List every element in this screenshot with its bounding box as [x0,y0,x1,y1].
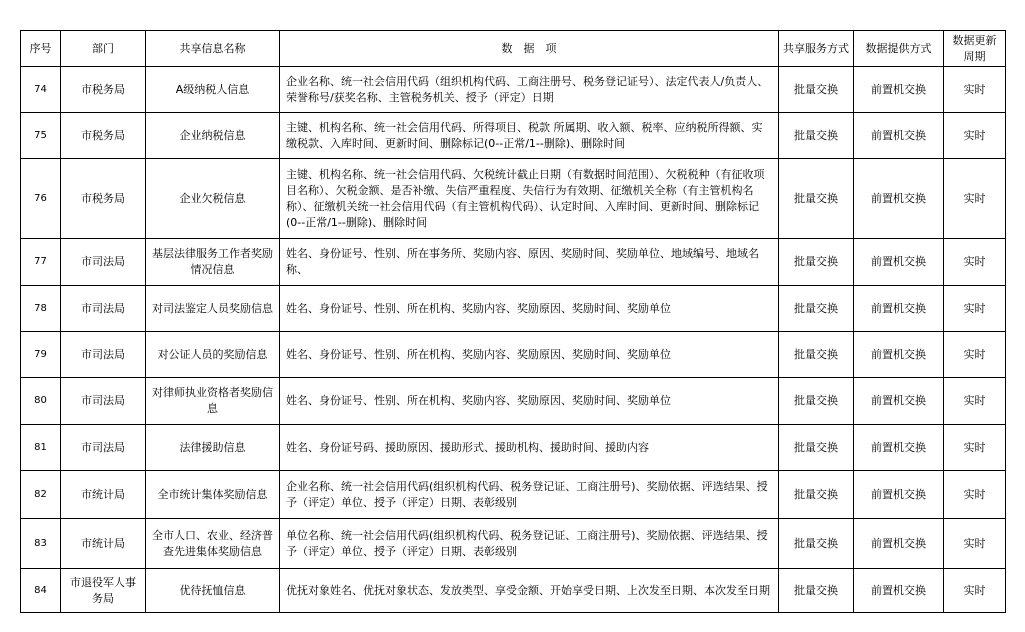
cell-items: 单位名称、统一社会信用代码(组织机构代码、税务登记证、工商注册号)、奖励依据、评选结果、授予（评定）单位、授予（评定）日期、表彰级别 [280,519,779,569]
cell-name: 法律援助信息 [146,425,280,471]
cell-provide: 前置机交换 [854,239,944,286]
header-name: 共享信息名称 [146,31,280,67]
cell-seq: 81 [21,425,61,471]
table-row [21,569,1006,613]
cell-cycle: 实时 [944,332,1006,378]
cell-items: 姓名、身份证号、性别、所在机构、奖励内容、奖励原因、奖励时间、奖励单位 [280,332,779,378]
cell-name: 优待抚恤信息 [146,569,280,613]
cell-provide: 前置机交换 [854,378,944,425]
table-row [21,519,1006,569]
cell-provide: 前置机交换 [854,519,944,569]
cell-share: 批量交换 [779,378,854,425]
cell-dept: 市司法局 [61,425,146,471]
header-seq: 序号 [21,31,61,67]
cell-dept: 市税务局 [61,159,146,239]
cell-share: 批量交换 [779,425,854,471]
cell-seq: 75 [21,113,61,159]
cell-share: 批量交换 [779,67,854,113]
table-row [21,67,1006,113]
cell-seq: 82 [21,471,61,519]
cell-items: 企业名称、统一社会信用代码(组织机构代码、税务登记证、工商注册号)、奖励依据、评选结果、授予（评定）单位、授予（评定）日期、表彰级别 [280,471,779,519]
cell-items: 姓名、身份证号码、援助原因、援助形式、援助机构、援助时间、援助内容 [280,425,779,471]
cell-cycle: 实时 [944,67,1006,113]
cell-items: 主键、机构名称、统一社会信用代码、欠税统计截止日期（有数据时间范围）、欠税税种（有征收项目名称）、欠税金额、是否补缴、失信严重程度、失信行为有效期、征缴机关全称（有主管机构名称）、征缴机关统一社会信用代码（有主管机构代码）、认定时间、入库时间、更新时间、删除标记(0--正常/1--删除)、删除时间 [280,159,779,239]
header-share: 共享服务方式 [779,31,854,67]
cell-name: 对公证人员的奖励信息 [146,332,280,378]
cell-provide: 前置机交换 [854,113,944,159]
cell-cycle: 实时 [944,113,1006,159]
header-cycle: 数据更新周期 [944,31,1006,67]
cell-dept: 市税务局 [61,113,146,159]
table-row [21,425,1006,471]
cell-share: 批量交换 [779,519,854,569]
cell-provide: 前置机交换 [854,159,944,239]
cell-seq: 83 [21,519,61,569]
header-dept: 部门 [61,31,146,67]
cell-seq: 80 [21,378,61,425]
cell-dept: 市退役军人事务局 [61,569,146,613]
shared-info-table [20,30,1006,613]
cell-dept: 市司法局 [61,332,146,378]
cell-cycle: 实时 [944,569,1006,613]
cell-items: 姓名、身份证号、性别、所在机构、奖励内容、奖励原因、奖励时间、奖励单位 [280,286,779,332]
cell-seq: 76 [21,159,61,239]
table-row [21,471,1006,519]
cell-dept: 市司法局 [61,239,146,286]
cell-seq: 84 [21,569,61,613]
cell-name: 全市人口、农业、经济普查先进集体奖励信息 [146,519,280,569]
cell-cycle: 实时 [944,519,1006,569]
table-row [21,332,1006,378]
cell-share: 批量交换 [779,159,854,239]
cell-seq: 78 [21,286,61,332]
table-row [21,378,1006,425]
cell-items: 主键、机构名称、统一社会信用代码、所得项目、税款 所属期、收入额、税率、应纳税所得额、实缴税款、入库时间、更新时间、删除标记(0--正常/1--删除)、删除时间 [280,113,779,159]
cell-name: A级纳税人信息 [146,67,280,113]
cell-cycle: 实时 [944,286,1006,332]
cell-provide: 前置机交换 [854,425,944,471]
cell-share: 批量交换 [779,332,854,378]
table-row [21,113,1006,159]
cell-items: 姓名、身份证号、性别、所在机构、奖励内容、奖励原因、奖励时间、奖励单位 [280,378,779,425]
header-provide: 数据提供方式 [854,31,944,67]
table-header-row [21,31,1006,67]
cell-name: 企业纳税信息 [146,113,280,159]
cell-items: 优抚对象姓名、优抚对象状态、发放类型、享受金额、开始享受日期、上次发至日期、本次发至日期 [280,569,779,613]
cell-dept: 市统计局 [61,519,146,569]
cell-dept: 市税务局 [61,67,146,113]
cell-name: 对司法鉴定人员奖励信息 [146,286,280,332]
cell-name: 对律师执业资格者奖励信息 [146,378,280,425]
cell-seq: 74 [21,67,61,113]
cell-cycle: 实时 [944,425,1006,471]
table-row [21,239,1006,286]
cell-share: 批量交换 [779,286,854,332]
cell-dept: 市司法局 [61,286,146,332]
cell-cycle: 实时 [944,378,1006,425]
table-row [21,159,1006,239]
cell-name: 基层法律服务工作者奖励情况信息 [146,239,280,286]
cell-provide: 前置机交换 [854,569,944,613]
cell-cycle: 实时 [944,471,1006,519]
cell-cycle: 实时 [944,159,1006,239]
header-items: 数 据 项 [280,31,779,67]
cell-share: 批量交换 [779,113,854,159]
table-row [21,286,1006,332]
cell-name: 全市统计集体奖励信息 [146,471,280,519]
cell-provide: 前置机交换 [854,286,944,332]
cell-items: 企业名称、统一社会信用代码（组织机构代码、工商注册号、税务登记证号）、法定代表人/负责人、荣誉称号/获奖名称、主管税务机关、授予（评定）日期 [280,67,779,113]
cell-provide: 前置机交换 [854,471,944,519]
cell-provide: 前置机交换 [854,332,944,378]
cell-seq: 79 [21,332,61,378]
cell-share: 批量交换 [779,569,854,613]
cell-name: 企业欠税信息 [146,159,280,239]
cell-items: 姓名、身份证号、性别、所在事务所、奖励内容、原因、奖励时间、奖励单位、地域编号、地域名称、 [280,239,779,286]
cell-provide: 前置机交换 [854,67,944,113]
cell-seq: 77 [21,239,61,286]
cell-dept: 市统计局 [61,471,146,519]
cell-share: 批量交换 [779,471,854,519]
cell-share: 批量交换 [779,239,854,286]
cell-dept: 市司法局 [61,378,146,425]
cell-cycle: 实时 [944,239,1006,286]
